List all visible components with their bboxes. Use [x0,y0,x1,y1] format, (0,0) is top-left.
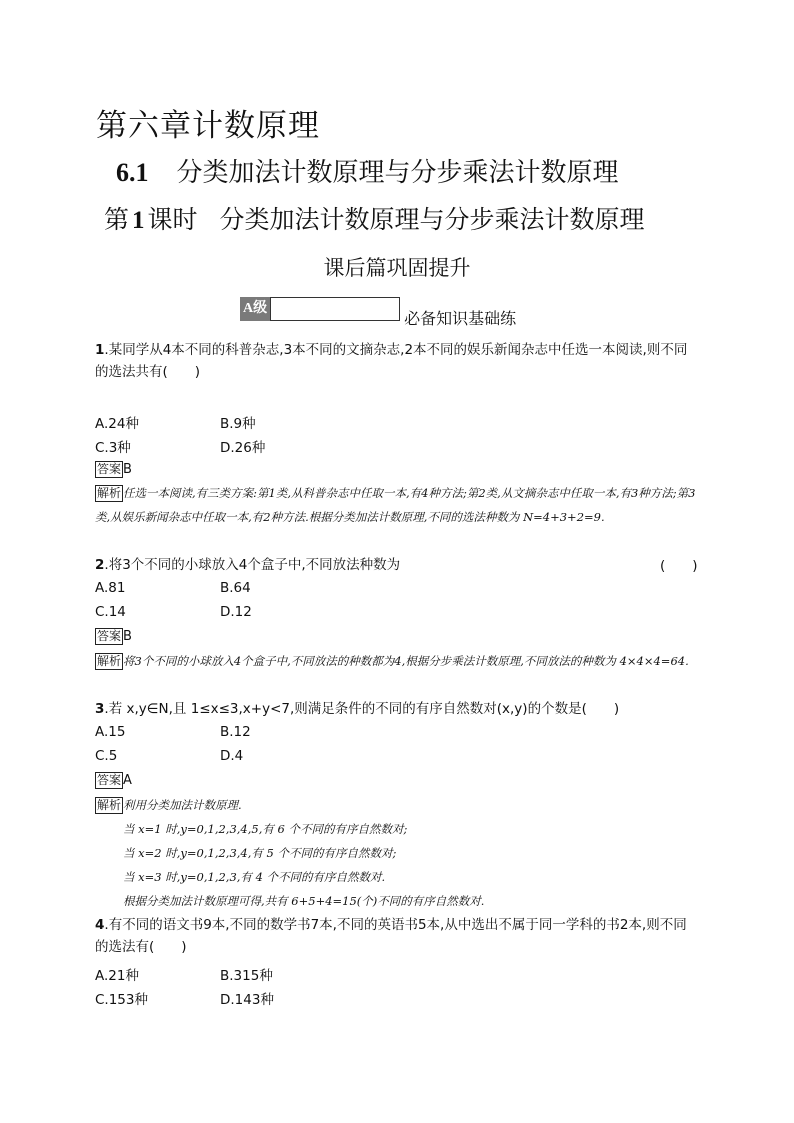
level-header [240,296,517,328]
option-c: C.5 [95,748,118,764]
analysis-line: 当 x=1 时,y=0,1,2,3,4,5,有 6 个不同的有序自然数对; [123,822,408,836]
option-d: D.26种 [220,440,266,456]
question-2-paren: ( ) [660,558,698,574]
answer-tag: 答案 [97,773,122,787]
answer-3 [95,772,132,789]
question-text: .将3个不同的小球放入4个盒子中,不同放法种数为 [104,557,401,573]
option-d: D.4 [220,748,244,764]
option-d: D.143种 [220,992,274,1008]
option-c: C.153种 [95,992,148,1008]
option-c: C.3种 [95,440,131,456]
analysis-text: 任选一本阅读,有三类方案:第1类,从科普杂志中任取一本,有4种方法;第2类,从文摘杂志中任取一本,有3种方法;第3类,从娱乐新闻杂志中任取一本,有2种方法.根据分类加法计数原理,不同的选法种数为 N=4+3+2=9. [95,486,696,524]
option-b: B.64 [220,580,251,596]
option-b: B.315种 [220,968,273,984]
section-name: 分类加法计数原理与分步乘法计数原理 [176,158,619,188]
lesson-name: 分类加法计数原理与分步乘法计数原理 [219,205,645,234]
analysis-line: 根据分类加法计数原理可得,共有 6+5+4=15(个)不同的有序自然数对. [123,894,485,908]
question-2-stem [95,554,695,576]
question-3-stem [95,698,695,720]
answer-tag: 答案 [97,462,122,476]
analysis-text: 利用分类加法计数原理. [123,798,242,812]
analysis-line: 当 x=3 时,y=0,1,2,3,有 4 个不同的有序自然数对. [123,870,386,884]
answer-2 [95,628,132,645]
analysis-1 [95,481,697,529]
analysis-3 [95,793,697,913]
lesson-title [104,200,645,236]
level-box [270,297,400,321]
option-a: A.81 [95,580,126,596]
lesson-number: 1 [132,207,145,234]
answer-1 [95,461,132,478]
question-1-stem [95,339,695,383]
option-a: A.15 [95,724,126,740]
question-text: .某同学从4本不同的科普杂志,3本不同的文摘杂志,2本不同的娱乐新闻杂志中任选一本阅读,则不同的选法共有( ) [95,342,688,380]
option-b: B.12 [220,724,251,740]
level-title: 必备知识基础练 [404,308,517,328]
analysis-2 [95,649,697,673]
question-number: 1 [95,342,105,358]
option-b: B.9种 [220,416,256,432]
analysis-text: 将3个不同的小球放入4个盒子中,不同放法的种数都为4,根据分步乘法计数原理,不同放法的种数为 4×4×4=64. [123,654,689,668]
subtitle: 课后篇巩固提升 [323,256,471,280]
option-a: A.24种 [95,416,139,432]
option-a: A.21种 [95,968,139,984]
analysis-tag: 解析 [97,654,122,668]
analysis-line: 当 x=2 时,y=0,1,2,3,4,有 5 个不同的有序自然数对; [123,846,397,860]
answer-value: B [123,462,132,477]
question-text: .若 x,y∈N,且 1≤x≤3,x+y<7,则满足条件的不同的有序自然数对(x,y)的个数是( ) [104,701,620,717]
option-c: C.14 [95,604,126,620]
question-number: 2 [95,557,105,573]
option-d: D.12 [220,604,252,620]
section-title [116,152,619,189]
chapter-title: 第六章计数原理 [96,108,320,144]
question-4-stem [95,914,695,958]
level-badge: A级 [240,297,270,321]
answer-value: B [123,629,132,644]
question-text: .有不同的语文书9本,不同的数学书7本,不同的英语书5本,从中选出不属于同一学科的书2本,则不同的选法有( ) [95,917,687,955]
question-number: 3 [95,701,105,717]
lesson-prefix: 第 [104,205,130,234]
lesson-unit: 课时 [147,205,198,234]
answer-tag: 答案 [97,629,122,643]
analysis-tag: 解析 [97,486,122,500]
section-number: 6.1 [116,158,149,187]
analysis-tag: 解析 [97,798,122,812]
question-number: 4 [95,917,105,933]
answer-value: A [123,773,132,788]
